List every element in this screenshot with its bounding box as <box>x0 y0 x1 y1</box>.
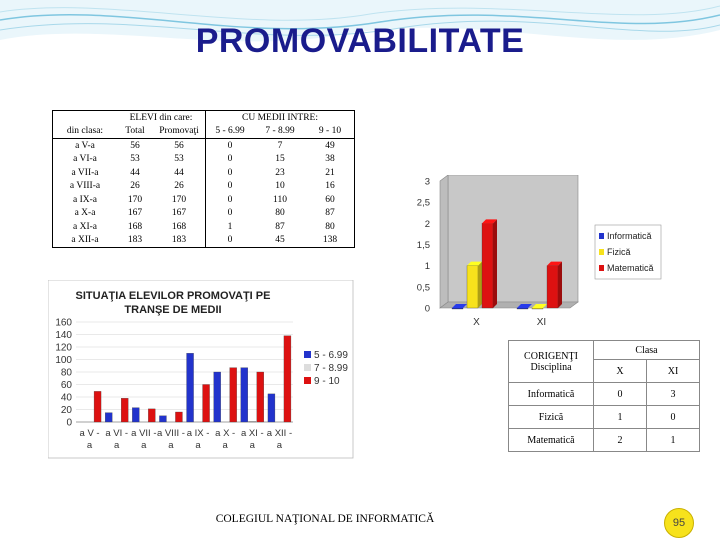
y-tick-label: 40 <box>60 392 72 404</box>
column-header: din clasa: <box>53 125 118 139</box>
category-label: a XI -a <box>240 428 264 451</box>
table-cell: a XII-a <box>53 234 118 248</box>
table-cell: 110 <box>273 194 287 205</box>
bar <box>284 336 291 422</box>
table-cell: 16 <box>306 180 355 194</box>
table-row <box>53 193 355 207</box>
table-cell: 168 <box>127 221 143 232</box>
bar <box>230 368 237 422</box>
bar-side <box>493 219 497 308</box>
bar-side <box>478 262 482 308</box>
table-cell: 87 <box>306 207 355 221</box>
cor-header-label: CORIGENŢI <box>524 350 578 362</box>
table-cell: 45 <box>254 234 306 248</box>
table-cell: 56 <box>130 140 140 151</box>
cor-class-header: X <box>594 360 647 383</box>
table-row <box>53 207 355 221</box>
table-cell: 60 <box>306 193 355 207</box>
bar <box>241 368 248 422</box>
table-cell: 3 <box>647 383 700 406</box>
legend-label: Fizică <box>607 247 631 257</box>
y-tick-label: 3 <box>424 176 430 188</box>
bar-side <box>558 262 562 308</box>
table-row <box>53 166 355 180</box>
bar <box>132 408 139 422</box>
bar <box>467 266 478 308</box>
table-cell: 26 <box>130 181 140 192</box>
legend-swatch <box>599 233 604 239</box>
table-cell: Informatică <box>509 383 594 406</box>
category-label: XI <box>536 317 547 328</box>
bar <box>148 409 155 422</box>
bar <box>249 421 256 422</box>
legend-swatch <box>304 364 311 371</box>
table-row <box>53 180 355 194</box>
table-cell: 10 <box>275 181 285 192</box>
header-averages: CU MEDII INTRE: <box>206 111 355 125</box>
legend-swatch <box>304 377 311 384</box>
y-tick-label: 60 <box>60 380 72 391</box>
table-cell: Matematică <box>509 429 594 452</box>
y-tick-label: 20 <box>60 405 72 416</box>
bar <box>187 353 194 422</box>
table-cell: 168 <box>171 221 187 232</box>
legend-label: Matematică <box>607 263 654 273</box>
table-cell: 0 <box>206 166 255 180</box>
table-cell: 56 <box>174 140 184 151</box>
y-tick-label: 0 <box>66 417 72 429</box>
category-label: a XII -a <box>266 428 293 451</box>
bar <box>203 385 210 423</box>
table-cell: 0 <box>206 180 255 194</box>
promoted-by-average-chart <box>48 280 358 460</box>
table-cell: 53 <box>130 154 140 165</box>
table-cell: 170 <box>127 194 143 205</box>
bar <box>121 398 128 422</box>
table-cell: 87 <box>275 221 285 232</box>
column-header: Promovaţi <box>153 125 206 139</box>
table-cell: 15 <box>275 154 285 165</box>
table-cell: a VIII-a <box>53 180 118 194</box>
bar <box>105 413 112 422</box>
table-cell: 0 <box>206 207 255 221</box>
cor-header-cell <box>509 341 594 383</box>
table-cell: 49 <box>306 139 355 153</box>
table-cell: 44 <box>174 167 184 178</box>
table-cell: 183 <box>117 234 153 248</box>
y-tick-label: 2 <box>424 218 430 230</box>
bar <box>159 416 166 422</box>
table-cell: 0 <box>206 234 255 248</box>
y-tick-label: 1 <box>424 261 430 273</box>
table-cell: 138 <box>306 234 355 248</box>
table-cell: 53 <box>174 154 184 165</box>
category-label: a IX -a <box>186 428 210 451</box>
table-cell: 7 <box>277 140 283 151</box>
chart-side-wall <box>440 175 448 308</box>
table-cell: 0 <box>594 383 647 406</box>
bar <box>268 394 275 422</box>
table-row <box>509 383 700 406</box>
column-header: 5 - 6.99 <box>206 125 255 139</box>
legend-swatch <box>599 249 604 255</box>
legend-swatch <box>599 265 604 271</box>
table-cell: 0 <box>206 193 255 207</box>
table-row <box>53 220 355 234</box>
table-cell: 170 <box>171 194 187 205</box>
y-tick-label: 140 <box>55 330 72 341</box>
table-cell: 23 <box>275 167 285 178</box>
table-cell: 167 <box>127 208 143 219</box>
table-cell: 0 <box>206 153 255 167</box>
category-label: a VIII -a <box>156 428 185 451</box>
column-header: Total <box>117 125 153 139</box>
legend-label: 9 - 10 <box>314 376 340 387</box>
y-tick-label: 0,5 <box>416 282 430 294</box>
category-label: a X -a <box>215 428 236 451</box>
table-cell: 2 <box>594 429 647 452</box>
promoted-students-table <box>52 110 355 248</box>
table-cell: a VI-a <box>53 153 118 167</box>
header-students: ELEVI din care: <box>117 111 206 125</box>
cor-header-sub: Disciplina <box>530 361 572 373</box>
category-label: X <box>473 317 480 328</box>
table-cell: 44 <box>130 167 140 178</box>
table-cell: 1 <box>647 429 700 452</box>
table-cell: 1 <box>594 406 647 429</box>
category-label: a VI -a <box>105 428 129 451</box>
page-number-badge: 95 <box>664 508 694 538</box>
bar <box>532 308 543 309</box>
y-tick-label: 1,5 <box>416 240 430 251</box>
y-tick-label: 0 <box>424 303 430 315</box>
legend-label: 7 - 8.99 <box>314 363 348 374</box>
y-tick-label: 2,5 <box>416 197 430 209</box>
cor-header-class: Clasa <box>594 341 700 360</box>
table-cell: a V-a <box>53 139 118 153</box>
table-cell: a IX-a <box>53 193 118 207</box>
table-row <box>509 429 700 452</box>
table-cell: a X-a <box>53 207 118 221</box>
chart-title-line1: SITUAŢIA ELEVILOR PROMOVAŢI PE <box>75 290 271 302</box>
legend-swatch <box>304 351 311 358</box>
footer-institution: COLEGIUL NAŢIONAL DE INFORMATICĂ <box>215 513 435 525</box>
table-row <box>53 139 355 153</box>
bar <box>517 308 528 309</box>
bar <box>257 372 264 422</box>
category-label: a V -a <box>79 428 100 451</box>
table-cell: 26 <box>174 181 184 192</box>
bar <box>94 391 101 422</box>
table-cell: 183 <box>153 234 206 248</box>
legend-label: 5 - 6.99 <box>314 350 348 361</box>
table-cell: a VII-a <box>53 166 118 180</box>
category-label: a VII -a <box>131 428 157 451</box>
cor-class-header: XI <box>647 360 700 383</box>
table-cell: 38 <box>306 153 355 167</box>
y-tick-label: 100 <box>55 355 72 366</box>
table-cell: 80 <box>306 220 355 234</box>
y-tick-label: 160 <box>55 317 72 329</box>
bar <box>175 412 182 422</box>
table-cell: 80 <box>275 208 285 219</box>
table-cell: 167 <box>171 208 187 219</box>
column-header: 7 - 8.99 <box>254 125 306 139</box>
table-cell: 1 <box>206 220 255 234</box>
table-row <box>53 234 355 248</box>
bar <box>214 372 221 422</box>
table-cell: 21 <box>306 166 355 180</box>
bar <box>547 266 558 308</box>
failing-students-table <box>508 340 700 452</box>
y-tick-label: 80 <box>60 367 72 379</box>
chart-title-line2: TRANŞE DE MEDII <box>124 304 222 316</box>
table-cell: Fizică <box>509 406 594 429</box>
table-cell: a XI-a <box>53 220 118 234</box>
column-header: 9 - 10 <box>306 125 355 139</box>
table-row <box>53 153 355 167</box>
bar <box>482 223 493 308</box>
y-tick-label: 120 <box>55 342 72 354</box>
page-title: PROMOVABILITATE <box>195 22 525 60</box>
table-cell: 0 <box>206 139 255 153</box>
table-row <box>509 406 700 429</box>
legend-label: Informatică <box>607 231 652 241</box>
failing-students-chart <box>400 175 665 330</box>
bar <box>452 308 463 309</box>
table-cell: 0 <box>647 406 700 429</box>
